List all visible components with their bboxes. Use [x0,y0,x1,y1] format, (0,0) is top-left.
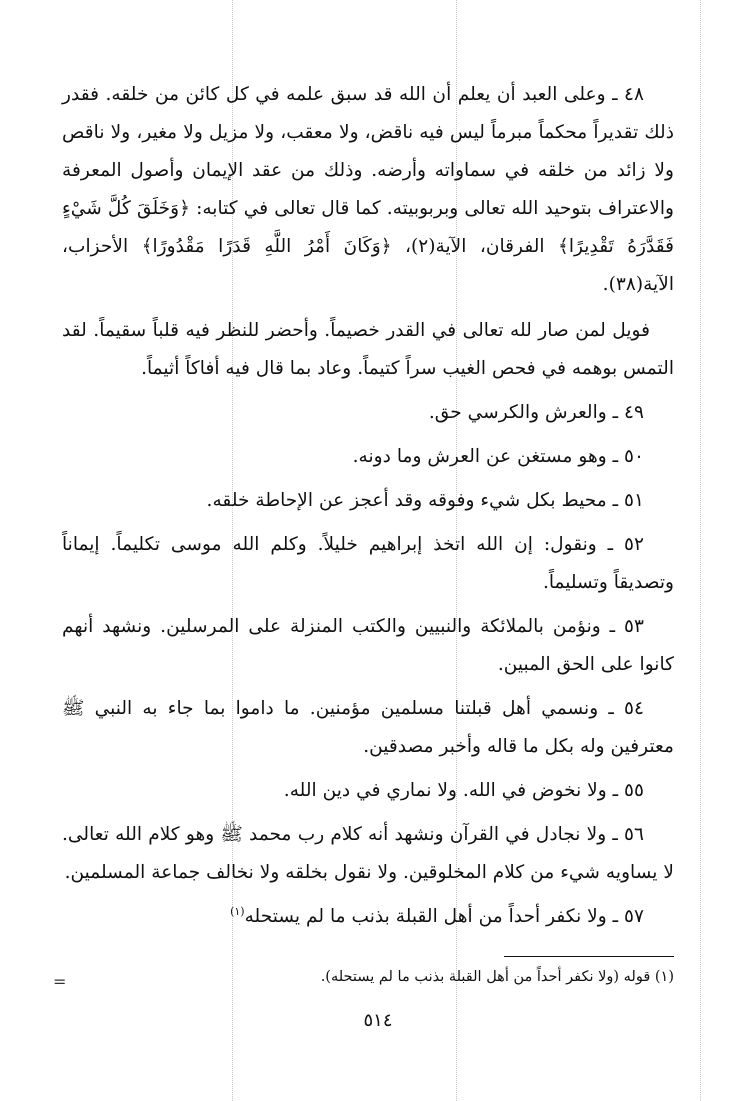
margin-continuation-mark: = [53,972,67,991]
paragraph-57 [62,898,674,936]
scan-guide-line [700,0,701,1101]
paragraph-54: ٥٤ ـ ونسمي أهل قبلتنا مسلمين مؤمنين. ما داموا بما جاء به النبي ﷺ معترفين وله بكل ما قاله وأخبر مصدقين. [62,698,674,757]
paragraph-48: ٤٨ ـ وعلى العبد أن يعلم أن الله قد سبق علمه في كل كائن من خلقه. فقدر ذلك تقديراً محكماً مبرماً ليس فيه ناقض، ولا معقب، ولا مزيل ولا مغير، ولا ناقص ولا زائد من خلقه في سماواته وأرضه. وذلك من عقد الإيمان وأصول المعرفة والاعتراف بتوحيد الله تعالى وبربوبيته. كما قال تعالى في كتابه: ﴿وَخَلَقَ كُلَّ شَيْءٍ فَقَدَّرَهُ تَقْدِيرًا﴾ الفرقان، الآية(٢)، ﴿وَكَانَ أَمْرُ اللَّهِ قَدَرًا مَقْدُورًا﴾ الأحزاب، الآية(٣٨). [62,84,674,295]
paragraph-56: ٥٦ ـ ولا نجادل في القرآن ونشهد أنه كلام رب محمد ﷺ وهو كلام الله تعالى. لا يساويه شيء من كلام المخلوقين. ولا نقول بخلقه ولا نخالف جماعة المسلمين. [62,824,674,883]
paragraph-52: ٥٢ ـ ونقول: إن الله اتخذ إبراهيم خليلاً. وكلم الله موسى تكليماً. إيماناً وتصديقاً وتسليماً. [62,534,674,593]
footnote-divider [504,956,674,957]
paragraph-55: ٥٥ ـ ولا نخوض في الله. ولا نماري في دين الله. [283,780,644,801]
paragraph-50: ٥٠ ـ وهو مستغن عن العرش وما دونه. [352,446,644,467]
footnote: (١) قوله (ولا نكفر أحداً من أهل القبلة بذنب ما لم يستحله). [320,969,674,985]
footnote-reference: (١) [230,904,245,918]
paragraph-49: ٤٩ ـ والعرش والكرسي حق. [428,402,644,423]
paragraph-51: ٥١ ـ محيط بكل شيء وفوقه وقد أعجز عن الإحاطة خلقه. [206,490,644,511]
page-body [62,76,674,936]
paragraph-57-text: ٥٧ ـ ولا نكفر أحداً من أهل القبلة بذنب ما لم يستحله [244,906,644,927]
page-number: ٥١٤ [363,1010,393,1031]
paragraph-53: ٥٣ ـ ونؤمن بالملائكة والنبيين والكتب المنزلة على المرسلين. ونشهد أنهم كانوا على الحق المبين. [62,616,674,675]
paragraph-commentary: فويل لمن صار لله تعالى في القدر خصيماً. وأحضر للنظر فيه قلباً سقيماً. لقد التمس بوهمه في فحص الغيب سراً كتيماً. وعاد بما قال فيه أفاكاً أثيماً. [62,320,674,379]
